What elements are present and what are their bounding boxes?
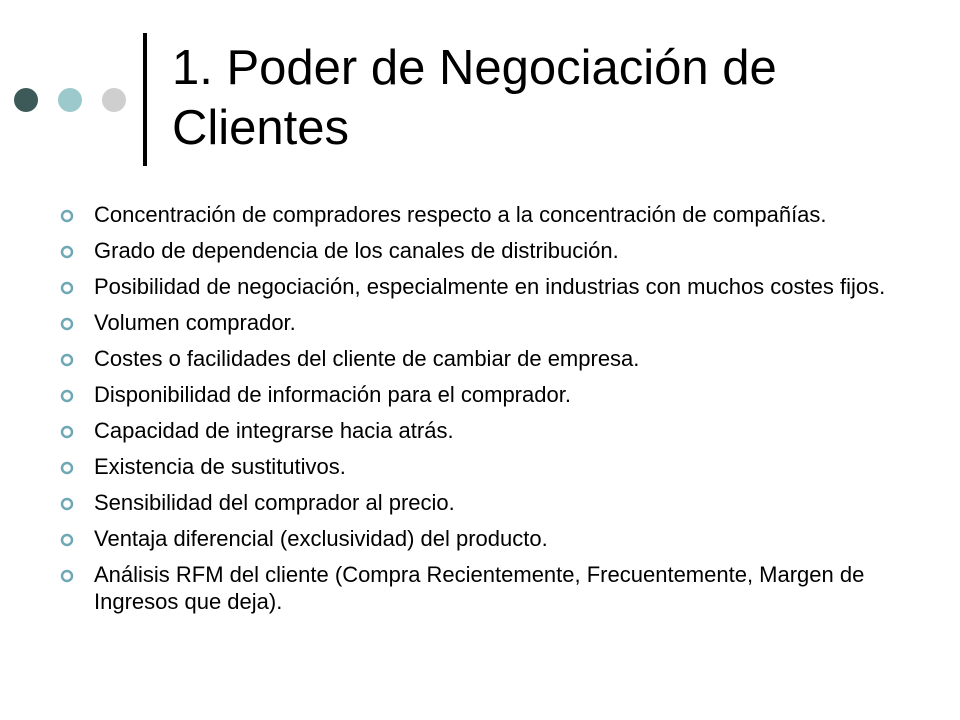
bullet-item	[60, 237, 920, 264]
ring-bullet-icon	[60, 281, 74, 295]
dark-teal-dot	[14, 88, 38, 112]
ring-bullet-icon	[60, 245, 74, 259]
ring-bullet-icon	[60, 209, 74, 223]
bullet-list	[60, 201, 920, 624]
bullet-item	[60, 345, 920, 372]
bullet-item	[60, 201, 920, 228]
bullet-text: Existencia de sustitutivos.	[94, 454, 346, 479]
bullet-text: Volumen comprador.	[94, 310, 296, 335]
ring-bullet-icon	[60, 353, 74, 367]
bullet-text: Sensibilidad del comprador al precio.	[94, 490, 455, 515]
bullet-text: Concentración de compradores respecto a la concentración de compañías.	[94, 202, 827, 227]
ring-bullet-icon	[60, 317, 74, 331]
ring-bullet-icon	[60, 533, 74, 547]
bullet-item	[60, 525, 920, 552]
decorative-dots	[14, 88, 124, 114]
bullet-text: Análisis RFM del cliente (Compra Recientemente, Frecuentemente, Margen de Ingresos que deja).	[94, 562, 865, 614]
bullet-text: Disponibilidad de información para el comprador.	[94, 382, 571, 407]
title-divider-line	[143, 33, 147, 166]
bullet-item	[60, 273, 920, 300]
bullet-text: Costes o facilidades del cliente de cambiar de empresa.	[94, 346, 640, 371]
ring-bullet-icon	[60, 461, 74, 475]
bullet-text: Grado de dependencia de los canales de distribución.	[94, 238, 619, 263]
bullet-text: Posibilidad de negociación, especialmente en industrias con muchos costes fijos.	[94, 274, 886, 299]
bullet-item	[60, 489, 920, 516]
bullet-item	[60, 309, 920, 336]
ring-bullet-icon	[60, 389, 74, 403]
bullet-text: Capacidad de integrarse hacia atrás.	[94, 418, 454, 443]
ring-bullet-icon	[60, 425, 74, 439]
bullet-item	[60, 453, 920, 480]
light-teal-dot	[58, 88, 82, 112]
bullet-item	[60, 417, 920, 444]
bullet-item	[60, 561, 920, 615]
ring-bullet-icon	[60, 569, 74, 583]
slide-title: 1. Poder de Negociación de Clientes	[172, 41, 777, 155]
bullet-text: Ventaja diferencial (exclusividad) del producto.	[94, 526, 548, 551]
gray-dot	[102, 88, 126, 112]
ring-bullet-icon	[60, 497, 74, 511]
bullet-item	[60, 381, 920, 408]
